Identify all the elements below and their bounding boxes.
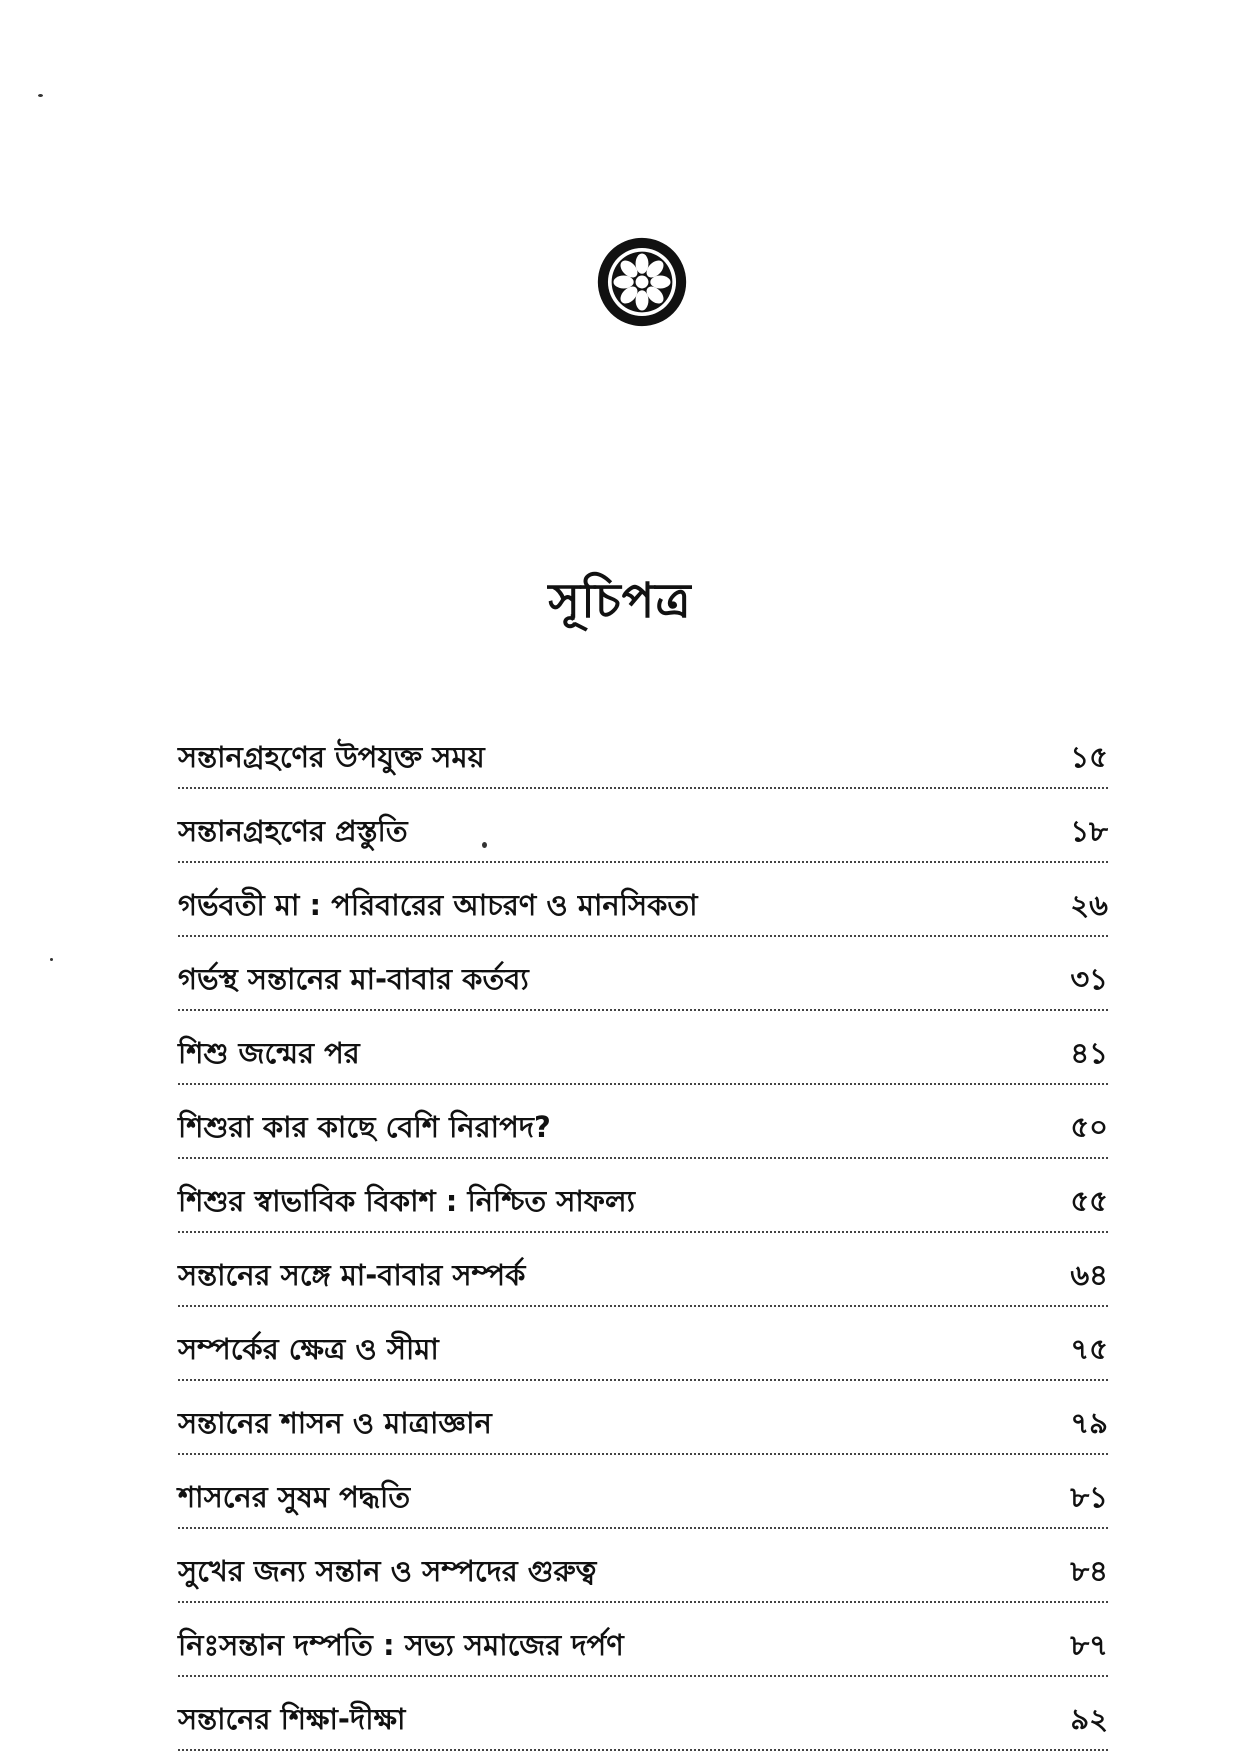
scan-speck	[50, 958, 53, 961]
toc-entry-title: নিঃসন্তান দম্পতি : সভ্য সমাজের দর্পণ	[178, 1627, 624, 1662]
toc-entry[interactable]	[178, 796, 1108, 870]
toc-entry-title: সন্তানের সঙ্গে মা-বাবার সম্পর্ক	[178, 1257, 526, 1292]
toc-entry-page: ৫৫	[1070, 1183, 1108, 1218]
toc-entry-page: ৩১	[1070, 961, 1108, 996]
toc-entry-title: সুখের জন্য সন্তান ও সম্পদের গুরুত্ব	[178, 1553, 597, 1588]
toc-entry-page: ৭৫	[1070, 1331, 1108, 1366]
toc-entry[interactable]	[178, 722, 1108, 796]
toc-entry-title: গর্ভবতী মা : পরিবারের আচরণ ও মানসিকতা	[178, 887, 698, 922]
toc-entry-title: শাসনের সুষম পদ্ধতি	[178, 1479, 411, 1514]
toc-entry-title: শিশুরা কার কাছে বেশি নিরাপদ?	[178, 1109, 551, 1144]
toc-entry-title: সম্পর্কের ক্ষেত্র ও সীমা	[178, 1331, 439, 1366]
toc-entry-page: ১৮	[1070, 813, 1108, 848]
toc-entry[interactable]	[178, 1388, 1108, 1462]
toc-entry-page: ৯২	[1070, 1701, 1108, 1736]
toc-entry-title: শিশু জন্মের পর	[178, 1035, 360, 1070]
toc-entry-page: ১৫	[1070, 739, 1108, 774]
toc-entry-page: ৫০	[1070, 1109, 1108, 1144]
toc-entry[interactable]	[178, 1610, 1108, 1684]
toc-entry[interactable]	[178, 1462, 1108, 1536]
toc-entry-page: ৮১	[1070, 1479, 1108, 1514]
flower-wheel-icon	[596, 236, 688, 328]
toc-entry[interactable]	[178, 1166, 1108, 1240]
toc-entry-page: ৭৯	[1070, 1405, 1108, 1440]
toc-entry-title: সন্তানগ্রহণের উপযুক্ত সময়	[178, 739, 485, 774]
toc-entry[interactable]	[178, 1684, 1108, 1758]
toc-entry-page: ৮৭	[1070, 1627, 1108, 1662]
toc-entry[interactable]	[178, 1314, 1108, 1388]
scan-speck	[38, 94, 43, 97]
toc-entry-page: ৬৪	[1070, 1257, 1108, 1292]
toc-entry-page: ৮৪	[1070, 1553, 1108, 1588]
table-of-contents	[178, 722, 1108, 1758]
toc-entry[interactable]	[178, 870, 1108, 944]
toc-entry[interactable]	[178, 1018, 1108, 1092]
toc-entry-title: গর্ভস্থ সন্তানের মা-বাবার কর্তব্য	[178, 961, 529, 996]
toc-entry-page: ২৬	[1070, 887, 1108, 922]
toc-entry[interactable]	[178, 1092, 1108, 1166]
toc-entry-title: সন্তানের শাসন ও মাত্রাজ্ঞান	[178, 1405, 492, 1440]
toc-entry[interactable]	[178, 1240, 1108, 1314]
toc-entry-title: শিশুর স্বাভাবিক বিকাশ : নিশ্চিত সাফল্য	[178, 1183, 635, 1218]
toc-entry[interactable]	[178, 1536, 1108, 1610]
toc-entry[interactable]	[178, 944, 1108, 1018]
page-title: সূচিপত্র	[548, 573, 692, 629]
toc-entry-page: ৪১	[1070, 1035, 1108, 1070]
toc-entry-title: সন্তানগ্রহণের প্রস্তুতি	[178, 813, 408, 848]
toc-entry-title: সন্তানের শিক্ষা-দীক্ষা	[178, 1701, 406, 1736]
